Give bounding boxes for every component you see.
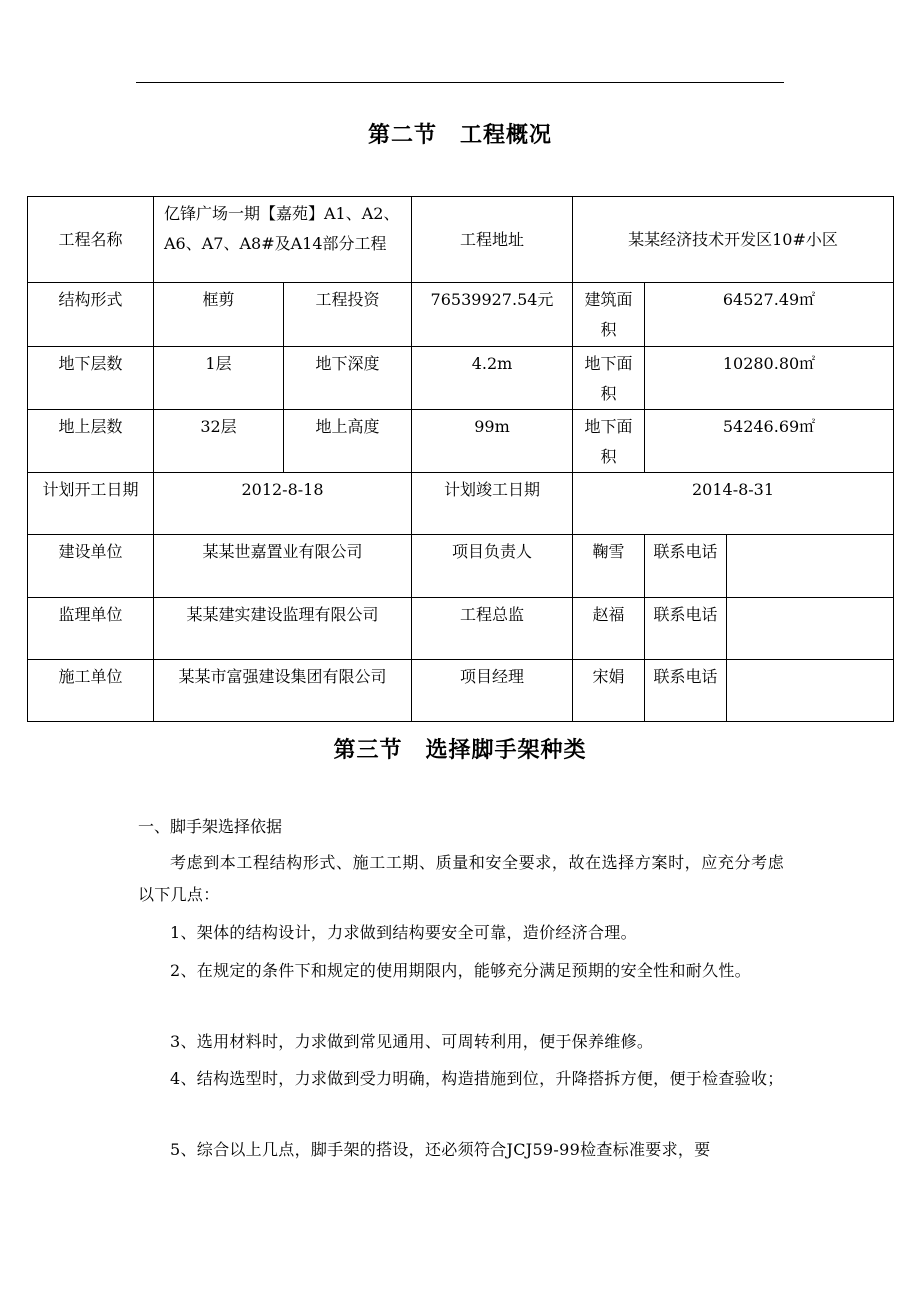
label-project-name: 工程名称 [28,197,154,283]
label-supervisor-phone: 联系电话 [645,597,727,659]
project-overview-table [27,196,894,722]
label-basement-area: 地下面积 [573,346,645,409]
value-start-date: 2012-8-18 [154,473,412,535]
table-row [28,535,894,597]
value-investment: 76539927.54元 [412,283,573,346]
table-row [28,473,894,535]
paragraph: 2、在规定的条件下和规定的使用期限内，能够充分满足预期的安全性和耐久性。 [170,961,751,980]
value-owner-person: 鞠雪 [573,535,645,597]
table-row [28,409,894,472]
value-above-area: 54246.69㎡ [645,409,894,472]
label-end-date: 计划竣工日期 [412,473,573,535]
table-row [28,283,894,346]
table-row [28,197,894,283]
paragraph: 5、综合以上几点，脚手架的搭设，还必须符合JCJ59-99检查标准要求，要 [170,1140,711,1159]
header-rule [136,82,784,83]
label-supervisor: 监理单位 [28,597,154,659]
value-building-area: 64527.49㎡ [645,283,894,346]
value-structure: 框剪 [154,283,284,346]
label-above-height: 地上高度 [284,409,412,472]
value-supervisor-person: 赵福 [573,597,645,659]
label-owner-phone: 联系电话 [645,535,727,597]
value-owner: 某某世嘉置业有限公司 [154,535,412,597]
label-contractor-role: 项目经理 [412,659,573,721]
label-owner-role: 项目负责人 [412,535,573,597]
value-contractor-phone [727,659,894,721]
value-above-floors: 32层 [154,409,284,472]
value-supervisor: 某某建实建设监理有限公司 [154,597,412,659]
value-contractor-person: 宋娟 [573,659,645,721]
value-contractor: 某某市富强建设集团有限公司 [154,659,412,721]
section3-subheading: 一、脚手架选择依据 [138,817,283,836]
label-structure: 结构形式 [28,283,154,346]
label-supervisor-role: 工程总监 [412,597,573,659]
table-row [28,597,894,659]
label-contractor: 施工单位 [28,659,154,721]
value-basement-depth: 4.2m [412,346,573,409]
section3-title: 第三节 选择脚手架种类 [333,738,587,763]
label-building-area: 建筑面积 [573,283,645,346]
value-project-address: 某某经济技术开发区10#小区 [573,197,894,283]
table-row [28,659,894,721]
paragraph: 3、选用材料时，力求做到常见通用、可周转利用，便于保养维修。 [170,1032,654,1051]
label-investment: 工程投资 [284,283,412,346]
label-project-address: 工程地址 [412,197,573,283]
paragraph: 1、架体的结构设计，力求做到结构要安全可靠，造价经济合理。 [170,923,637,942]
value-basement-area: 10280.80㎡ [645,346,894,409]
value-project-name: 亿锋广场一期【嘉苑】A1、A2、A6、A7、A8#及A14部分工程 [154,197,412,283]
value-basement-floors: 1层 [154,346,284,409]
label-above-area: 地下面积 [573,409,645,472]
paragraph: 4、结构选型时，力求做到受力明确，构造措施到位，升降搭拆方便，便于检查验收； [170,1069,784,1088]
value-supervisor-phone [727,597,894,659]
value-end-date: 2014-8-31 [573,473,894,535]
label-start-date: 计划开工日期 [28,473,154,535]
table-row [28,346,894,409]
section2-title: 第二节 工程概况 [367,123,552,148]
label-contractor-phone: 联系电话 [645,659,727,721]
label-basement-depth: 地下深度 [284,346,412,409]
value-owner-phone [727,535,894,597]
label-basement-floors: 地下层数 [28,346,154,409]
label-owner: 建设单位 [28,535,154,597]
value-above-height: 99m [412,409,573,472]
paragraph: 考虑到本工程结构形式、施工工期、质量和安全要求，故在选择方案时，应充分考虑以下几点： [138,853,784,904]
label-above-floors: 地上层数 [28,409,154,472]
